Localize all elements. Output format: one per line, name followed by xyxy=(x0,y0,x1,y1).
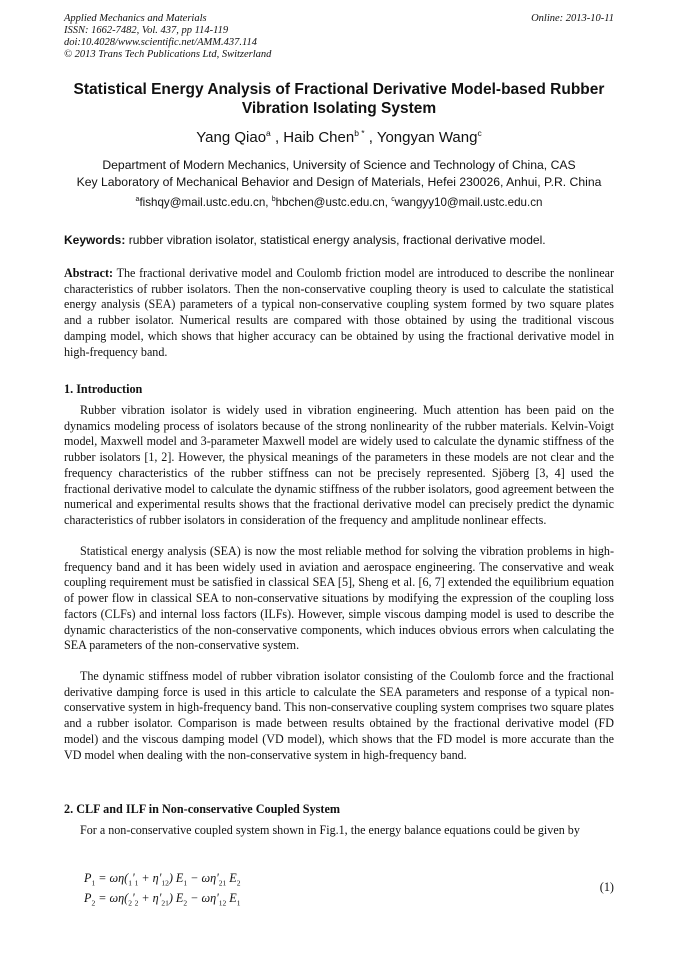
email-sup: a xyxy=(135,196,140,204)
equation-line-2: $P_2 = \omega\eta(_2'_2 + \eta'_{21}) E_2 - \omega\eta'_{12}$ $E_1$ xyxy=(84,891,241,908)
journal-name: Applied Mechanics and Materials xyxy=(64,13,207,24)
email-sup: c xyxy=(391,196,395,204)
equation-line-1: $P_1 = \omega\eta(_1'_1 + \eta'_{12}) E_1 - \omega\eta'_{21}$ $E_2$ xyxy=(84,871,241,888)
email-sup: b xyxy=(271,196,276,204)
section-heading-introduction: 1. Introduction xyxy=(64,382,143,396)
affiliation-line: Department of Modern Mechanics, University of Science and Technology of China, CAS xyxy=(102,158,576,172)
keywords-text: rubber vibration isolator, statistical energy analysis, fractional derivative model. xyxy=(128,233,546,247)
intro-paragraph-3: The dynamic stiffness model of rubber vibration isolator consisting of the Coulomb force and the fractional derivative damping force is used in this article to calculate the SEA parameters and response of a typical non-conservative system in high-frequency band. This non-conservative coupling system comprises two square plates and a rubber isolator. Comparison is made between results obtained by the fractional derivative model (FD model) and the viscous damping model (VD model), which shows that the FD model is more accurate than the VD model when dealing with the non-conservative system in high-frequency band. xyxy=(64,669,614,762)
equation-number: (1) xyxy=(599,880,614,894)
email-address: wangyy10@mail.ustc.edu.cn xyxy=(394,196,543,209)
keywords-label: Keywords: xyxy=(64,233,126,247)
affiliation-line: Key Laboratory of Mechanical Behavior and Design of Materials, Hefei 230026, Anhui, P.R. China xyxy=(76,174,602,189)
affiliation xyxy=(60,157,618,190)
email-list xyxy=(60,196,618,209)
abstract-text: The fractional derivative model and Coulomb friction model are introduced to describe the nonlinear characteristics of rubber isolators. Then the non-conservative coupling theory is used to calculate the statistical energy analysis (SEA) parameters of a typical non-conservative coupling system formed by two square plates and a rubber isolator. Numerical results are compared with those obtained by using the traditional viscous damping model, which shows that higher accuracy can be obtained by using the fractional derivative model in high-frequency band. xyxy=(64,266,615,359)
journal-header xyxy=(64,13,271,61)
author-name: Yongyan Wang xyxy=(376,129,478,146)
intro-paragraph-1: Rubber vibration isolator is widely used in vibration engineering. Much attention has been paid on the dynamics modeling process of isolators because of the strong nonlinearity of the rubber materials. Kelvin-Voigt model, Maxwell model and 3-parameter Maxwell model are widely used to calculate the dynamic stiffness of the rubber isolators [1, 2]. However, the physical meanings of the parameters in these models are not clear and the frequency characteristics of the rubber stiffness can not be precisely represented. Sjöberg [3, 4] used the fractional derivative model to calculate the dynamic stiffness of the rubber isolators, good agreement between the numerical and experimental results shows that the fractional derivative model can precisely predict the dynamic characteristics of rubber isolators in consideration of the frequency and amplitude nonlinear effects. xyxy=(64,403,614,527)
online-date: Online: 2013-10-11 xyxy=(531,13,614,24)
author-name: Yang Qiao xyxy=(196,129,267,146)
intro-paragraph-2: Statistical energy analysis (SEA) is now the most reliable method for solving the vibration problems in high-frequency band and it has been widely used in aviation and aerospace engineering. The conservative and weak coupling requirement must be satisfied in classical SEA [5], Sheng et al. [6, 7] extended the equilibrium equation of power flow in classical SEA to non-conservative situations by modifying the expression of the coupling loss factors (CLFs) and internal loss factors (ILFs). However, simple viscous damping model is used to describe the dynamic characteristics of the non-conservative components, which induces obvious errors when calculating the SEA parameters of the non-conservative system. xyxy=(64,544,614,653)
author-sup: a xyxy=(266,128,271,138)
author-list: Yang Qiao$^a$ , Haib Chen$^{b *}$ , Yongyan Wang$^c$ xyxy=(196,128,482,146)
abstract-label: Abstract: xyxy=(64,266,114,280)
author-sup: b * xyxy=(354,128,365,138)
abstract xyxy=(64,266,614,360)
author-sup: c xyxy=(477,128,482,138)
doi-line: doi:10.4028/www.scientific.net/AMM.437.114 xyxy=(64,37,257,48)
email-address: hbchen@ustc.edu.cn, xyxy=(275,196,388,209)
section2-paragraph-1: For a non-conservative coupled system shown in Fig.1, the energy balance equations could be given by xyxy=(80,823,580,837)
email-address: fishqy@mail.ustc.edu.cn, xyxy=(139,196,269,209)
section-heading-clf-ilf: 2. CLF and ILF in Non-conservative Coupled System xyxy=(64,802,341,816)
copyright-line: © 2013 Trans Tech Publications Ltd, Switzerland xyxy=(64,49,272,60)
issn-line: ISSN: 1662-7482, Vol. 437, pp 114-119 xyxy=(64,25,229,36)
keywords xyxy=(64,233,620,247)
paper-title: Statistical Energy Analysis of Fractional Derivative Model-based Rubber Vibration Isolating System xyxy=(73,81,605,117)
author-name: Haib Chen xyxy=(283,129,355,146)
